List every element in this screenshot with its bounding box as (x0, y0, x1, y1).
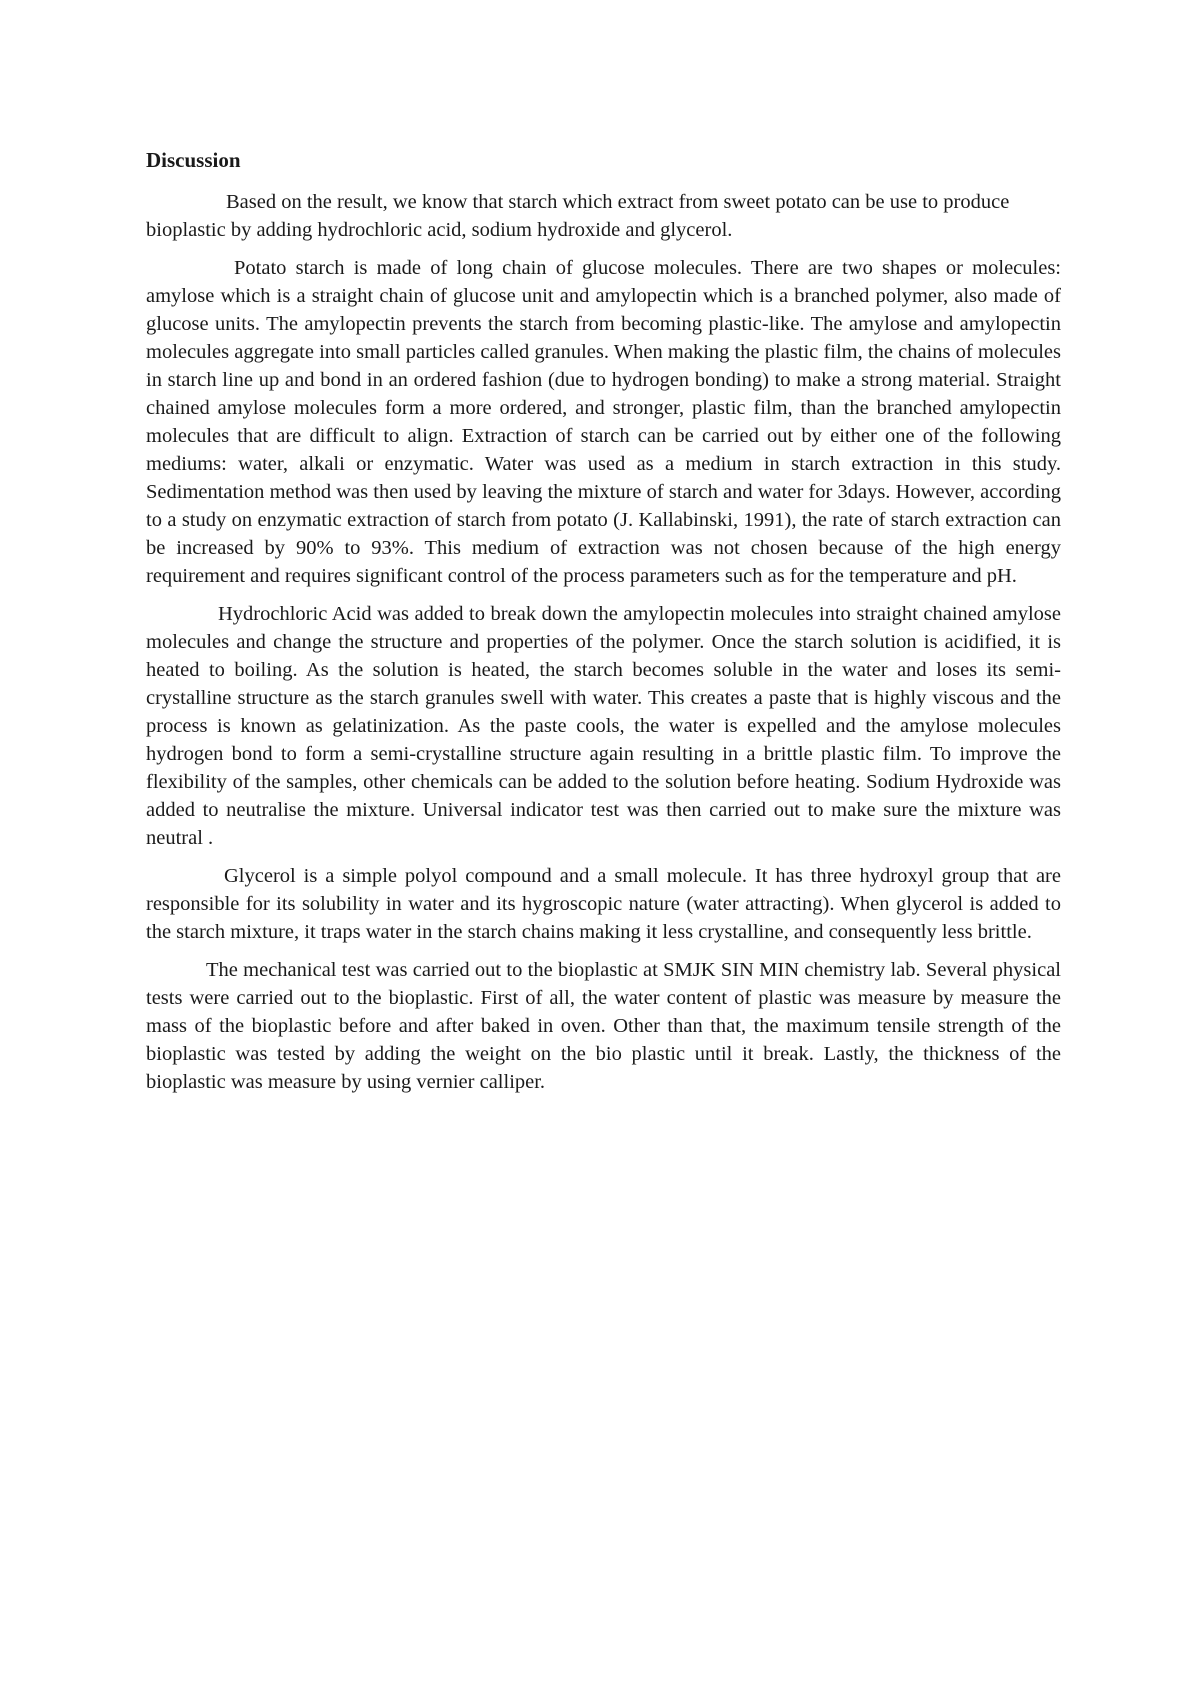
paragraph-glycerol: Glycerol is a simple polyol compound and a small molecule. It has three hydroxyl group that are responsible for its solubility in water and its hygroscopic nature (water attracting). When glycerol is added to the starch mixture, it traps water in the starch chains making it less crystalline, and consequently less brittle. (146, 865, 1061, 943)
section-heading: Discussion (146, 148, 241, 172)
paragraph-mechanical-test: The mechanical test was carried out to the bioplastic at SMJK SIN MIN chemistry lab. Several physical tests were carried out to the bioplastic. First of all, the water content of plastic was measure by measure the mass of the bioplastic before and after baked in oven. Other than that, the maximum tensile strength of the bioplastic was tested by adding the weight on the bio plastic until it break. Lastly, the thickness of the bioplastic was measure by using vernier calliper. (146, 959, 1061, 1093)
paragraph-potato-starch: Potato starch is made of long chain of glucose molecules. There are two shapes or molecules: amylose which is a straight chain of glucose unit and amylopectin which is a branched polymer, also made of glucose units. The amylopectin prevents the starch from becoming plastic-like. The amylose and amylopectin molecules aggregate into small particles called granules. When making the plastic film, the chains of molecules in starch line up and bond in an ordered fashion (due to hydrogen bonding) to make a strong material. Straight chained amylose molecules form a more ordered, and stronger, plastic film, than the branched amylopectin molecules that are difficult to align. Extraction of starch can be carried out by either one of the following mediums: water, alkali or enzymatic. Water was used as a medium in starch extraction in this study. Sedimentation method was then used by leaving the mixture of starch and water for 3days. However, according to a study on enzymatic extraction of starch from potato (J. Kallabinski, 1991), the rate of starch extraction can be increased by 90% to 93%. This medium of extraction was not chosen because of the high energy requirement and requires significant control of the process parameters such as for the temperature and pH. (146, 257, 1061, 587)
paragraph-hydrochloric-acid: Hydrochloric Acid was added to break down the amylopectin molecules into straight chained amylose molecules and change the structure and properties of the polymer. Once the starch solution is acidified, it is heated to boiling. As the solution is heated, the starch becomes soluble in the water and loses its semi-crystalline structure as the starch granules swell with water. This creates a paste that is highly viscous and the process is known as gelatinization. As the paste cools, the water is expelled and the amylose molecules hydrogen bond to form a semi-crystalline structure again resulting in a brittle plastic film. To improve the flexibility of the samples, other chemicals can be added to the solution before heating. Sodium Hydroxide was added to neutralise the mixture. Universal indicator test was then carried out to make sure the mixture was neutral . (146, 603, 1061, 849)
document-body (146, 146, 1061, 1106)
paragraph-intro: Based on the result, we know that starch which extract from sweet potato can be use to produce bioplastic by adding hydrochloric acid, sodium hydroxide and glycerol. (146, 191, 1010, 241)
